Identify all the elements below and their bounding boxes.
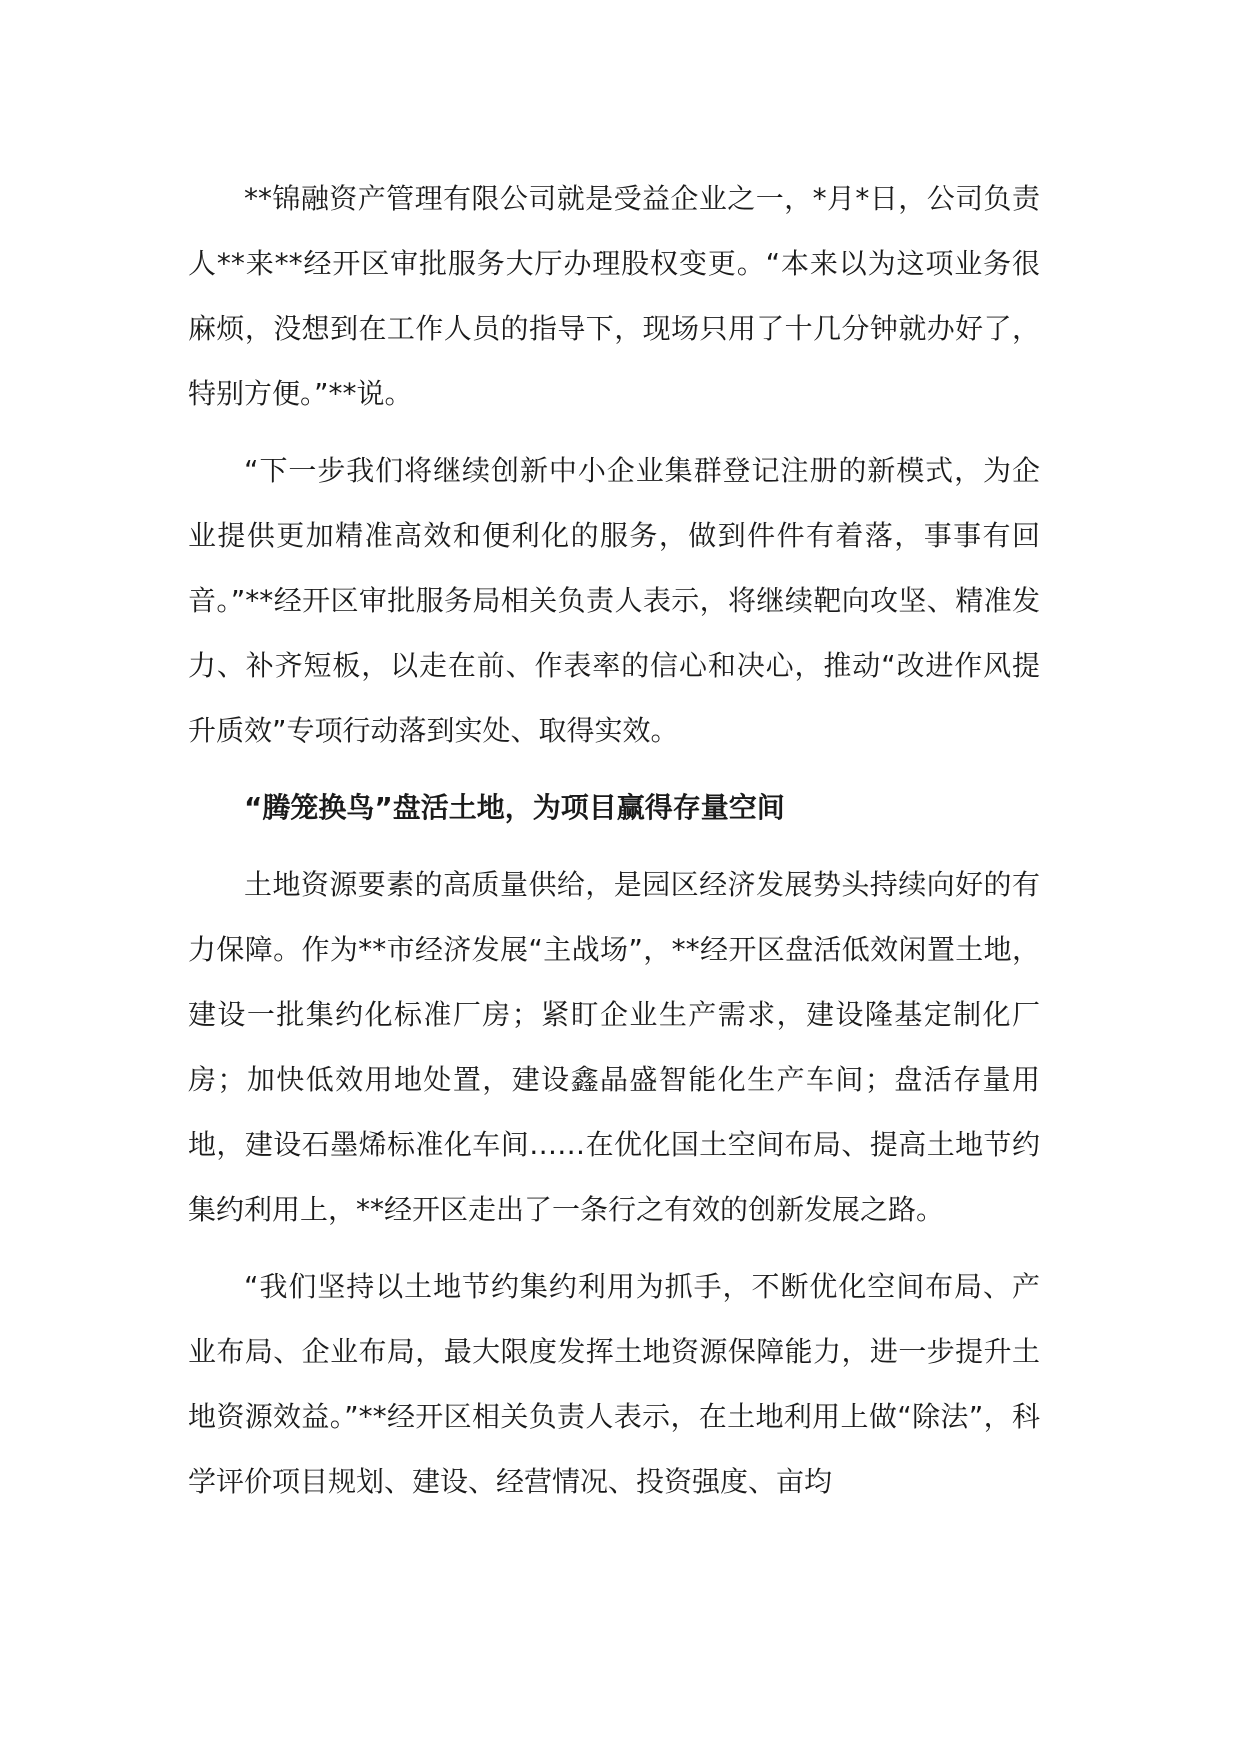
document-body — [188, 166, 1040, 1526]
paragraph-land-supply: 土地资源要素的高质量供给，是园区经济发展势头持续向好的有力保障。作为**市经济发展“主战场”，**经开区盘活低效闲置土地，建设一批集约化标准厂房；紧盯企业生产需求，建设隆基定制化厂房；加快低效用地处置，建设鑫晶盛智能化生产车间；盘活存量用地，建设石墨烯标准化车间……在优化国土空间布局、提高土地节约集约利用上，**经开区走出了一条行之有效的创新发展之路。 — [188, 868, 1040, 1226]
paragraph-land-efficiency: “我们坚持以土地节约集约利用为抓手，不断优化空间布局、产业布局、企业布局，最大限度发挥土地资源保障能力，进一步提升土地资源效益。”**经开区相关负责人表示，在土地利用上做“除法”，科学评价项目规划、建设、经营情况、投资强度、亩均 — [188, 1270, 1040, 1498]
section-heading-land: “腾笼换鸟”盘活土地，为项目赢得存量空间 — [244, 791, 785, 824]
paragraph-beneficiary-company: **锦融资产管理有限公司就是受益企业之一，*月*日，公司负责人**来**经开区审批服务大厅办理股权变更。“本来以为这项业务很麻烦，没想到在工作人员的指导下，现场只用了十几分钟就办好了，特别方便。”**说。 — [188, 182, 1040, 410]
paragraph-next-steps: “下一步我们将继续创新中小企业集群登记注册的新模式，为企业提供更加精准高效和便利化的服务，做到件件有着落，事事有回音。”**经开区审批服务局相关负责人表示，将继续靶向攻坚、精准发力、补齐短板，以走在前、作表率的信心和决心，推动“改进作风提升质效”专项行动落到实处、取得实效。 — [188, 454, 1040, 747]
